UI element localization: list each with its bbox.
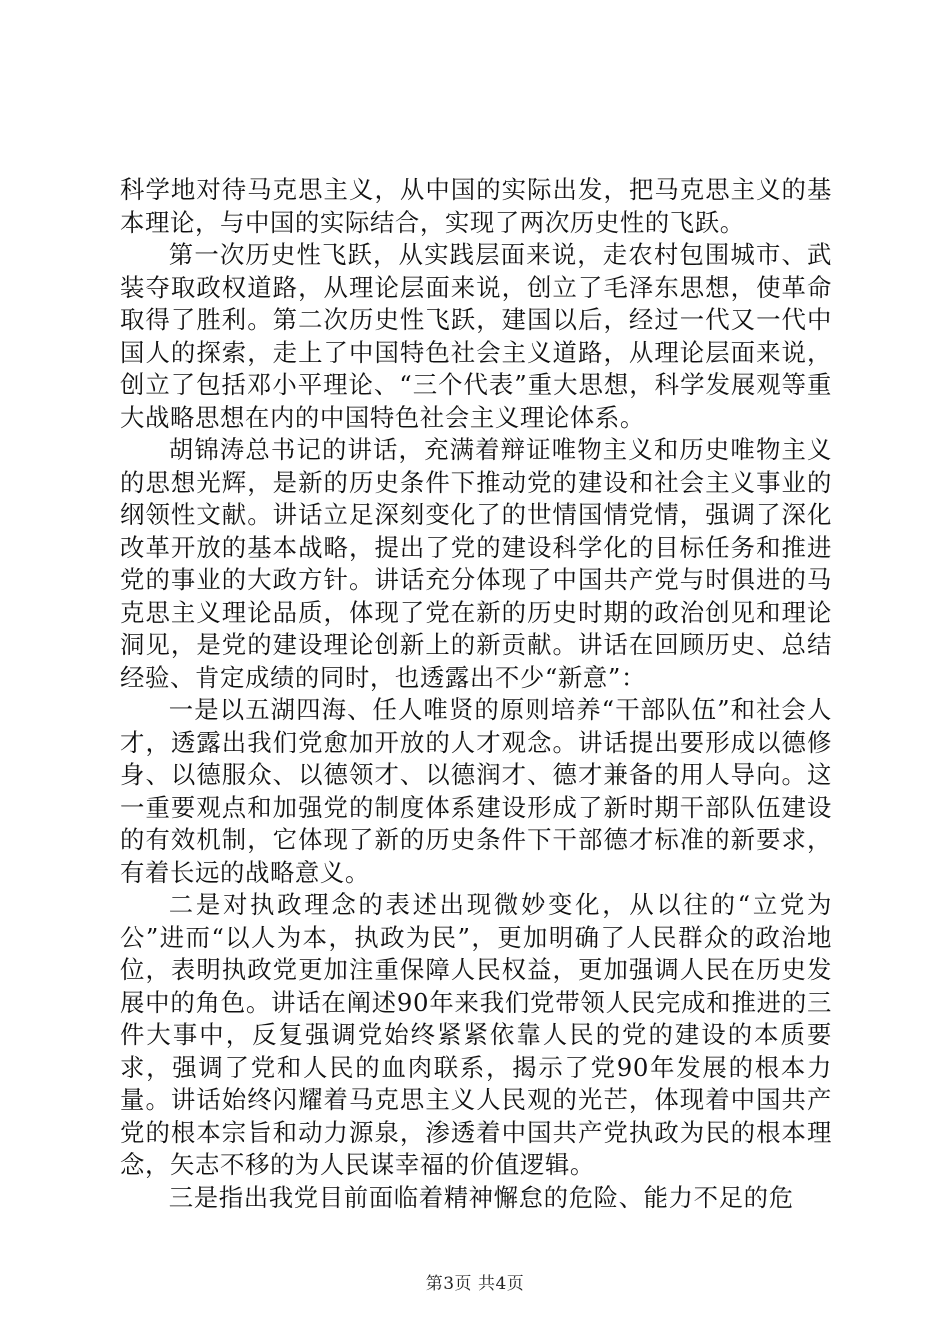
paragraph-3: 胡锦涛总书记的讲话，充满着辩证唯物主义和历史唯物主义的思想光辉，是新的历史条件下推动党的建设和社会主义事业的纲领性文献。讲话立足深刻变化了的世情国情党情，强调了深化改革开放的基本战略，提出了党的建设科学化的目标任务和推进党的事业的大政方针。讲话充分体现了中国共产党与时俱进的马克思主义理论品质，体现了党在新的历史时期的政治创见和理论洞见，是党的建设理论创新上的新贡献。讲话在回顾历史、总结经验、肯定成绩的同时，也透露出不少“新意”： [120, 435, 832, 692]
paragraph-2: 第一次历史性飞跃，从实践层面来说，走农村包围城市、武装夺取政权道路，从理论层面来说，创立了毛泽东思想，使革命取得了胜利。第二次历史性飞跃，建国以后，经过一代又一代中国人的探索，走上了中国特色社会主义道路，从理论层面来说，创立了包括邓小平理论、“三个代表”重大思想，科学发展观等重大战略思想在内的中国特色社会主义理论体系。 [120, 240, 832, 432]
paragraph-5: 二是对执政理念的表述出现微妙变化，从以往的“立党为公”进而“以人为本，执政为民”，更加明确了人民群众的政治地位，表明执政党更加注重保障人民权益，更加强调人民在历史发展中的角色。讲话在阐述90年来我们党带领人民完成和推进的三件大事中，反复强调党始终紧紧依靠人民的党的建设的本质要求，强调了党和人民的血肉联系，揭示了党90年发展的根本力量。讲话始终闪耀着马克思主义人民观的光芒，体现着中国共产党的根本宗旨和动力源泉，渗透着中国共产党执政为民的根本理念，矢志不移的为人民谋幸福的价值逻辑。 [120, 890, 832, 1179]
paragraph-4: 一是以五湖四海、任人唯贤的原则培养“干部队伍”和社会人才，透露出我们党愈加开放的人才观念。讲话提出要形成以德修身、以德服众、以德领才、以德润才、德才兼备的用人导向。这一重要观点和加强党的制度体系建设形成了新时期干部队伍建设的有效机制，它体现了新的历史条件下干部德才标准的新要求，有着长远的战略意义。 [120, 695, 832, 887]
page-footer: 第3页 共4页 [425, 1274, 525, 1294]
paragraph-6: 三是指出我党目前面临着精神懈怠的危险、能力不足的危 [168, 1182, 794, 1212]
paragraph-1: 科学地对待马克思主义，从中国的实际出发，把马克思主义的基本理论，与中国的实际结合，实现了两次历史性的飞跃。 [120, 175, 832, 237]
body-text [120, 174, 832, 1214]
